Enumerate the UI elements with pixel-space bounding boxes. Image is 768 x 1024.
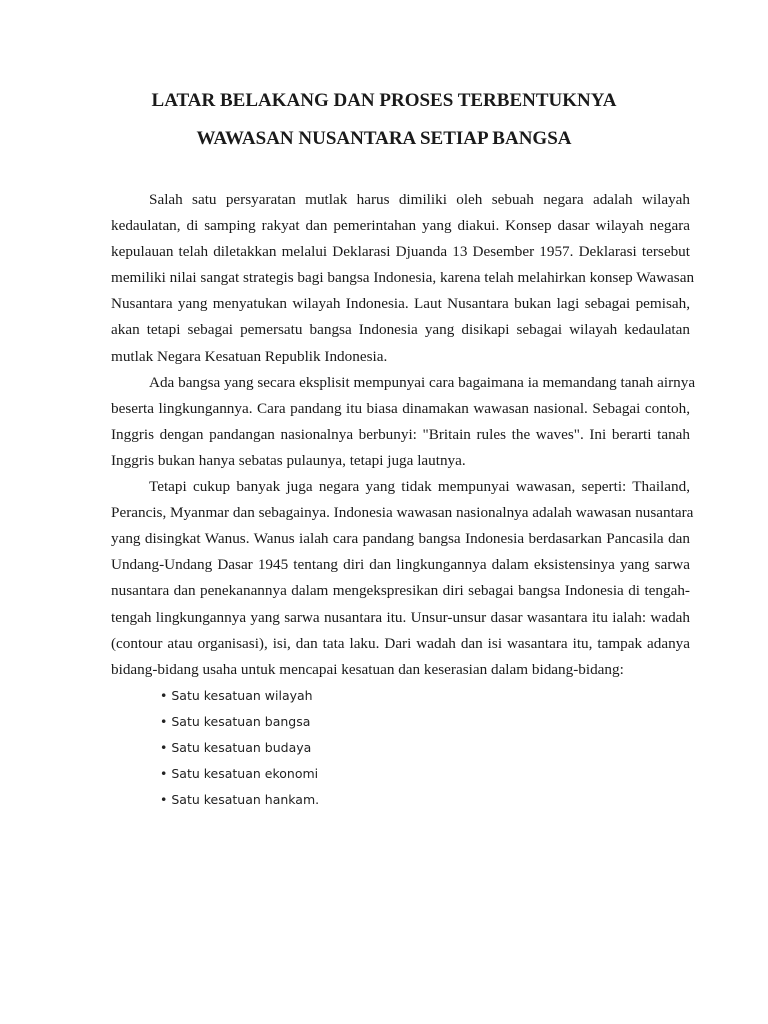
- text-line: mutlak Negara Kesatuan Republik Indonesia.: [111, 347, 388, 365]
- text-line: kepulauan telah diletakkan melalui Deklarasi Djuanda 13 Desember 1957. Deklarasi tersebut: [111, 243, 690, 261]
- text-line: Ada bangsa yang secara eksplisit mempunyai cara bagaimana ia memandang tanah airnya: [149, 373, 696, 391]
- text-line: (contour atau organisasi), isi, dan tata laku. Dari wadah dan isi wasantara itu, tampak adanya: [111, 634, 690, 652]
- bullet-item: • Satu kesatuan bangsa: [160, 713, 311, 729]
- text-line: Tetapi cukup banyak juga negara yang tidak mempunyai wawasan, seperti: Thailand,: [149, 478, 690, 496]
- text-line: Nusantara yang menyatukan wilayah Indonesia. Laut Nusantara bukan lagi sebagai pemisah,: [111, 295, 690, 313]
- text-line: beserta lingkungannya. Cara pandang itu biasa dinamakan wawasan nasional. Sebagai contoh,: [111, 399, 690, 417]
- text-line: Salah satu persyaratan mutlak harus dimiliki oleh sebuah negara adalah wilayah: [149, 191, 690, 208]
- text-line: Inggris dengan pandangan nasionalnya berbunyi: "Britain rules the waves". Ini berarti tanah: [111, 425, 690, 443]
- text-line: bidang-bidang usaha untuk mencapai kesatuan dan keserasian dalam bidang-bidang:: [111, 660, 624, 678]
- text-line: yang disingkat Wanus. Wanus ialah cara pandang bangsa Indonesia berdasarkan Pancasila dan: [111, 530, 690, 548]
- text-line: memiliki nilai sangat strategis bagi bangsa Indonesia, karena telah melahirkan konsep Wawasan: [111, 269, 695, 287]
- text-line: Inggris bukan hanya sebatas pulaunya, tetapi juga lautnya.: [111, 451, 466, 469]
- document-title-line-2: WAWASAN NUSANTARA SETIAP BANGSA: [196, 128, 572, 149]
- document-body: [111, 187, 696, 813]
- text-line: kedaulatan, di samping rakyat dan pemerintahan yang diakui. Konsep dasar wilayah negara: [111, 217, 690, 235]
- bullet-item: • Satu kesatuan hankam.: [160, 792, 320, 808]
- text-line: nusantara dan penekanannya dalam mengekspresikan diri sebagai bangsa Indonesia di tengah-: [111, 582, 690, 600]
- paragraph: [111, 187, 695, 370]
- text-line: Perancis, Myanmar dan sebagainya. Indonesia wawasan nasionalnya adalah wawasan nusantara: [111, 504, 694, 522]
- text-line: akan tetapi sebagai pemersatu bangsa Indonesia yang disikapi sebagai wilayah kedaulatan: [111, 321, 690, 339]
- text-line: tengah lingkungannya yang sarwa nusantara itu. Unsur-unsur dasar wasantara itu ialah: wadah: [111, 608, 690, 626]
- bullet-item: • Satu kesatuan ekonomi: [160, 766, 319, 782]
- paragraph: [111, 474, 694, 683]
- document-title-line-1: LATAR BELAKANG DAN PROSES TERBENTUKNYA: [151, 90, 617, 111]
- bullet-item: • Satu kesatuan wilayah: [160, 687, 313, 703]
- bullet-list: [111, 683, 690, 813]
- text-line: Undang-Undang Dasar 1945 tentang diri dan lingkungannya dalam eksistensinya yang sarwa: [111, 556, 690, 574]
- paragraph: [111, 370, 696, 474]
- bullet-item: • Satu kesatuan budaya: [160, 739, 312, 755]
